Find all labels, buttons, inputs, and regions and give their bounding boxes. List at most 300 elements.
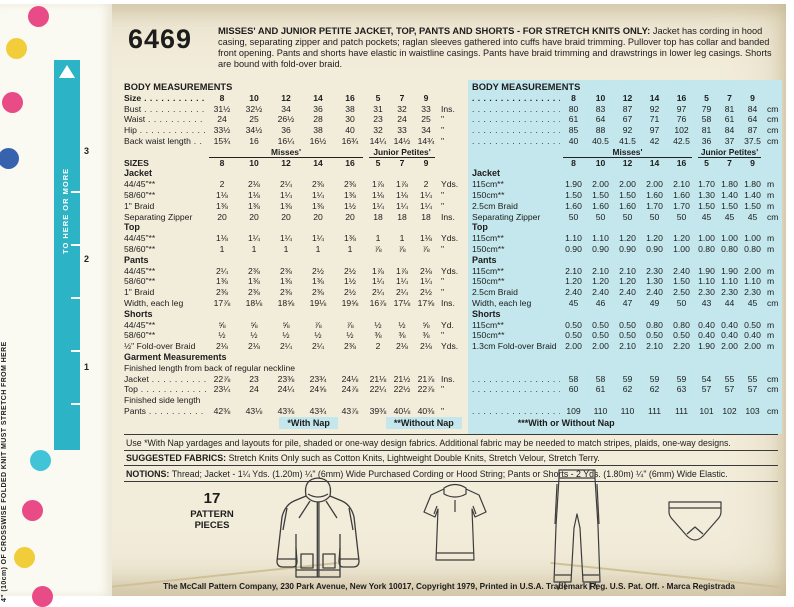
- table-cell: 1.50: [744, 200, 761, 211]
- table-cell: 22⅞: [213, 373, 231, 384]
- table-cell: 1.90: [698, 265, 715, 276]
- table-cell: 30: [345, 114, 355, 125]
- table-row: [124, 82, 468, 93]
- row-label: 1" Braid: [124, 287, 155, 298]
- arrow-up-icon: [59, 65, 75, 78]
- table-cell: 1⅜: [344, 189, 356, 200]
- table-cell: 60: [568, 384, 579, 395]
- pattern-description-text: Jacket has cording in hood casing, separating zipper and patch pockets; raglan sleeves gathered into cuffs have braid trimming. Pullover top has collar and banded front opening. Pants and shorts have elastic in waistline casings. Pants have braid trimming and drawstrings in lower leg casings. Shorts are bound with fold-over braid.: [218, 26, 772, 69]
- top-line-art: [418, 478, 492, 570]
- table-cell: 1.20: [619, 276, 636, 287]
- table-cell: 1.70: [646, 200, 663, 211]
- table-cell: 1: [219, 243, 225, 254]
- table-cell: 1.90: [698, 341, 715, 352]
- table-cell: 24: [217, 114, 227, 125]
- table-cell: 76: [676, 114, 687, 125]
- table-cell: 5: [704, 157, 709, 168]
- table-row: [472, 179, 780, 190]
- table-cell: 22½: [393, 384, 411, 395]
- shorts-line-art: [660, 494, 730, 552]
- table-cell: 59: [622, 373, 633, 384]
- table-cell: 9: [750, 157, 755, 168]
- table-cell: 2⅜: [312, 287, 324, 298]
- table-cell: 1: [375, 233, 381, 244]
- table-cell: 2.00: [744, 341, 761, 352]
- unit-cell: cm: [767, 103, 779, 114]
- row-label: Waist . . .: [124, 114, 206, 125]
- table-cell: 1.30: [646, 276, 663, 287]
- table-cell: 2½: [344, 287, 356, 298]
- table-cell: 1⅛: [420, 233, 432, 244]
- stretch-gauge-bar: [54, 60, 80, 450]
- table-cell: 2⅛: [420, 341, 432, 352]
- table-cell: 24: [397, 114, 407, 125]
- unit-cell: m: [767, 200, 775, 211]
- misses-group-header: Misses': [563, 147, 692, 158]
- unit-cell: cm: [767, 373, 779, 384]
- table-cell: 1⅜: [280, 276, 292, 287]
- row-label: Top: [124, 222, 140, 233]
- row-label: BODY MEASUREMENTS: [124, 82, 233, 92]
- suggested-fabrics-text: Stretch Knits Only such as Cotton Knits, Lightweight Double Knits, Stretch Velour, Stretch Terry.: [228, 453, 600, 463]
- table-cell: 67: [622, 114, 633, 125]
- table-cell: 1⅛: [396, 189, 408, 200]
- table-cell: 45: [747, 211, 758, 222]
- table-cell: 1⅜: [216, 276, 228, 287]
- table-cell: 24¼: [277, 384, 295, 395]
- table-cell: 0.50: [673, 330, 690, 341]
- table-cell: 20: [217, 211, 227, 222]
- row-label: 150cm**: [472, 243, 505, 254]
- row-label: Jacket: [124, 168, 153, 179]
- table-cell: 33: [397, 125, 407, 136]
- table-row: [124, 287, 468, 298]
- row-label: Separating Zipper: [472, 211, 541, 222]
- table-cell: ⅞: [346, 319, 354, 330]
- table-row: [472, 244, 780, 255]
- table-cell: 2.00: [565, 341, 582, 352]
- table-row: [472, 190, 780, 201]
- table-cell: 2.10: [565, 265, 582, 276]
- table-row: [472, 341, 780, 352]
- table-row: [472, 104, 780, 115]
- table-cell: 0.90: [646, 243, 663, 254]
- table-cell: 17⅞: [213, 297, 231, 308]
- unit-cell: ": [441, 125, 445, 136]
- row-label: 115cm**: [472, 319, 504, 330]
- table-cell: 16: [676, 157, 687, 168]
- table-cell: 5: [375, 92, 381, 103]
- table-cell: 36: [313, 103, 323, 114]
- table-cell: 43⅛: [245, 405, 263, 416]
- row-label: [472, 125, 560, 136]
- imperial-measurements-table: [124, 82, 468, 417]
- table-cell: 24⅞: [341, 384, 359, 395]
- unit-cell: ": [441, 243, 445, 254]
- row-label: Width, each leg: [472, 297, 532, 308]
- table-cell: 2⅜: [344, 341, 356, 352]
- row-label: 150cm**: [472, 330, 505, 341]
- table-cell: 31½: [213, 103, 231, 114]
- table-cell: 20: [345, 211, 355, 222]
- color-dot: [30, 450, 51, 471]
- table-cell: 1.90: [721, 265, 738, 276]
- table-row: [472, 384, 780, 395]
- table-cell: 32½: [245, 103, 263, 114]
- table-cell: 1⅜: [312, 200, 324, 211]
- suggested-fabrics-label: SUGGESTED FABRICS:: [126, 453, 227, 463]
- table-cell: 2.00: [721, 341, 738, 352]
- table-cell: 23: [249, 373, 259, 384]
- unit-cell: cm: [767, 405, 779, 416]
- table-cell: 50: [649, 211, 660, 222]
- table-cell: 33½: [213, 125, 231, 136]
- table-cell: 39⅜: [369, 405, 387, 416]
- table-cell: 50: [676, 211, 687, 222]
- table-cell: 1¼: [312, 189, 324, 200]
- row-label: [472, 384, 560, 395]
- row-label: [472, 104, 560, 115]
- table-cell: 58: [701, 114, 712, 125]
- notes-block: [124, 434, 778, 482]
- table-cell: 1.50: [565, 189, 582, 200]
- row-label: 2.5cm Braid: [472, 287, 518, 298]
- table-cell: 9: [750, 92, 755, 103]
- table-cell: 109: [566, 405, 581, 416]
- table-cell: 43: [701, 297, 712, 308]
- pants-line-art: [540, 464, 614, 594]
- table-cell: 9: [423, 92, 429, 103]
- pattern-description: [218, 26, 778, 70]
- table-cell: 23¼: [213, 384, 231, 395]
- table-row: [124, 276, 468, 287]
- table-cell: 59: [676, 373, 687, 384]
- unit-cell: m: [767, 265, 775, 276]
- table-cell: 16: [249, 135, 259, 146]
- table-cell: 2.10: [592, 265, 609, 276]
- table-cell: 26½: [277, 114, 295, 125]
- unit-cell: ": [441, 384, 445, 395]
- table-cell: 40: [568, 135, 579, 146]
- row-label: [472, 93, 560, 104]
- row-label: Garment Measurements: [124, 351, 227, 362]
- table-cell: 44: [724, 297, 735, 308]
- table-cell: 110: [593, 405, 608, 416]
- table-cell: ⅞: [398, 243, 406, 254]
- table-cell: 1.00: [698, 233, 715, 244]
- table-cell: 1.30: [698, 189, 715, 200]
- unit-cell: m: [767, 276, 775, 287]
- table-cell: 16: [345, 157, 355, 168]
- unit-cell: ": [441, 405, 445, 416]
- table-cell: 8: [219, 157, 225, 168]
- unit-cell: Yds.: [441, 341, 459, 352]
- table-cell: 1⅛: [372, 189, 384, 200]
- table-cell: 18⅛: [245, 297, 263, 308]
- table-cell: 1¼: [280, 233, 292, 244]
- junior-petites-group-header: Junior Petites': [369, 147, 435, 158]
- table-cell: 2.00: [646, 179, 663, 190]
- notions-text: Thread; Jacket - 1¼ Yds. (1.20m) ¼" (6mm) Wide Purchased Cording or Hood String; Pants or Shorts - 2 Yds. (1.80m) ¼" (6mm) Wide Elastic.: [171, 468, 728, 479]
- table-cell: 8: [219, 92, 225, 103]
- table-cell: 2.30: [698, 287, 715, 298]
- table-cell: 87: [747, 125, 758, 136]
- table-cell: 79: [701, 103, 712, 114]
- table-cell: 88: [595, 125, 606, 136]
- table-row: [124, 114, 468, 125]
- table-cell: 1.80: [721, 179, 738, 190]
- table-row: [124, 201, 468, 212]
- row-label: Hip . . .: [124, 125, 206, 136]
- junior-petites-group-header: Junior Petites': [698, 147, 761, 158]
- table-row: [472, 136, 780, 147]
- table-row: [472, 114, 780, 125]
- table-cell: 1.40: [721, 189, 738, 200]
- table-cell: 2¼: [280, 179, 292, 190]
- unit-cell: cm: [767, 211, 779, 222]
- table-row: [472, 201, 780, 212]
- table-row: [472, 330, 780, 341]
- table-cell: 2⅛: [248, 179, 260, 190]
- table-row: [124, 212, 468, 223]
- table-cell: 97: [649, 125, 660, 136]
- table-cell: ⅞: [314, 319, 322, 330]
- table-cell: 1⅜: [248, 200, 260, 211]
- without-nap-label: **Without Nap: [386, 417, 462, 429]
- table-cell: 2: [423, 179, 429, 190]
- table-cell: 64: [595, 114, 606, 125]
- row-label: 1" Braid: [124, 200, 155, 211]
- table-cell: 0.50: [592, 330, 609, 341]
- nap-legend: [124, 417, 778, 429]
- row-label: [472, 406, 560, 417]
- table-cell: 1.60: [619, 200, 636, 211]
- table-cell: 25: [421, 114, 431, 125]
- table-cell: 7: [727, 92, 732, 103]
- table-cell: 2¼: [372, 287, 384, 298]
- table-cell: 16⅞: [369, 297, 387, 308]
- table-cell: 2⅜: [280, 287, 292, 298]
- table-cell: 58: [595, 373, 606, 384]
- table-cell: ⅝: [250, 319, 258, 330]
- table-cell: 1¼: [420, 200, 432, 211]
- table-cell: 1: [347, 243, 353, 254]
- table-cell: 1: [315, 243, 321, 254]
- table-cell: 49: [649, 297, 660, 308]
- table-cell: 8: [571, 92, 576, 103]
- table-cell: 10: [249, 92, 259, 103]
- table-cell: 0.40: [721, 330, 738, 341]
- table-cell: ⅞: [422, 243, 430, 254]
- table-cell: 2⅜: [280, 265, 292, 276]
- table-cell: 9: [423, 157, 429, 168]
- table-cell: 1⅜: [248, 276, 260, 287]
- table-row: [124, 341, 468, 352]
- table-row: [472, 406, 780, 417]
- table-cell: 16¼: [277, 135, 295, 146]
- table-cell: 2: [375, 341, 381, 352]
- color-dot: [0, 148, 19, 169]
- color-dot: [6, 38, 27, 59]
- table-row: [124, 255, 468, 266]
- color-dot: [28, 6, 49, 27]
- table-cell: ½: [314, 330, 322, 341]
- printed-panel: [112, 4, 786, 596]
- table-row: [124, 352, 468, 363]
- table-cell: 1¼: [396, 276, 408, 287]
- unit-cell: m: [767, 189, 775, 200]
- table-cell: 0.80: [698, 243, 715, 254]
- table-cell: 19⅛: [309, 297, 327, 308]
- table-cell: 1.50: [698, 200, 715, 211]
- row-label: 58/60"**: [124, 330, 156, 341]
- table-cell: 85: [568, 125, 579, 136]
- table-cell: 0.50: [619, 319, 636, 330]
- table-row: [472, 287, 780, 298]
- table-cell: 0.90: [565, 243, 582, 254]
- table-row: [472, 158, 780, 169]
- publisher-footer: The McCall Pattern Company, 230 Park Avenue, New York 10017, Copyright 1979, Printed in U.S.A. Trademark Reg. U.S. Pat. Off. - Marca Registrada: [163, 582, 735, 591]
- table-cell: 110: [620, 405, 635, 416]
- table-cell: 40.5: [592, 135, 609, 146]
- unit-cell: ": [441, 276, 445, 287]
- table-cell: 46: [595, 297, 606, 308]
- table-cell: 10: [595, 157, 606, 168]
- table-row: [124, 222, 468, 233]
- table-cell: 2.40: [619, 287, 636, 298]
- table-cell: 42: [649, 135, 660, 146]
- row-label: 2.5cm Braid: [472, 200, 518, 211]
- row-label: 115cm**: [472, 179, 504, 190]
- row-label: Back waist length . . .: [124, 136, 206, 147]
- table-cell: 1⅜: [216, 200, 228, 211]
- row-label: Size . . .: [124, 93, 206, 104]
- table-cell: 2½: [344, 265, 356, 276]
- table-row: [472, 212, 780, 223]
- table-cell: 2.30: [721, 287, 738, 298]
- table-cell: 1.60: [565, 200, 582, 211]
- table-cell: 1.70: [673, 200, 690, 211]
- table-cell: 1.10: [698, 276, 715, 287]
- table-row: [472, 222, 780, 233]
- table-row: [124, 384, 468, 395]
- table-cell: 0.50: [646, 330, 663, 341]
- table-cell: 1¼: [396, 200, 408, 211]
- pattern-number: 6469: [128, 24, 193, 54]
- table-cell: 80: [568, 103, 579, 114]
- table-cell: 18⅝: [277, 297, 295, 308]
- table-cell: 1¼: [420, 276, 432, 287]
- table-cell: 5: [375, 157, 381, 168]
- table-cell: 1: [251, 243, 257, 254]
- unit-cell: m: [767, 287, 775, 298]
- table-cell: 1.20: [565, 276, 582, 287]
- table-cell: 23¾: [309, 373, 327, 384]
- table-cell: ⅝: [422, 319, 430, 330]
- table-cell: 47: [622, 297, 633, 308]
- unit-cell: Yds.: [441, 179, 459, 190]
- table-cell: ½: [250, 330, 258, 341]
- table-cell: 1.10: [721, 276, 738, 287]
- table-cell: 1⅛: [216, 233, 228, 244]
- table-cell: 1⅜: [344, 233, 356, 244]
- table-cell: 1¼: [248, 233, 260, 244]
- table-cell: 37: [724, 135, 735, 146]
- table-cell: 45: [747, 297, 758, 308]
- table-cell: 14¾: [417, 135, 435, 146]
- table-cell: 0.40: [698, 319, 715, 330]
- table-row: [124, 147, 468, 158]
- table-cell: 2.00: [592, 179, 609, 190]
- table-row: [472, 363, 780, 374]
- table-cell: 1⅛: [248, 189, 260, 200]
- jacket-line-art: [262, 474, 374, 590]
- table-cell: 111: [674, 405, 689, 416]
- table-cell: 0.80: [673, 319, 690, 330]
- table-row: [472, 93, 780, 104]
- row-label: 115cm**: [472, 233, 504, 244]
- table-row: [124, 320, 468, 331]
- table-cell: ⅝: [282, 319, 290, 330]
- table-cell: 45: [568, 297, 579, 308]
- unit-cell: m: [767, 319, 775, 330]
- row-label: Separating Zipper: [124, 211, 193, 222]
- table-cell: 0.50: [565, 330, 582, 341]
- table-cell: 2.00: [744, 265, 761, 276]
- table-cell: 1⅞: [396, 179, 408, 190]
- table-cell: 2.20: [673, 341, 690, 352]
- table-row: [124, 298, 468, 309]
- table-row: [124, 266, 468, 277]
- table-row: [472, 298, 780, 309]
- table-row: [124, 125, 468, 136]
- table-cell: 2.10: [646, 341, 663, 352]
- table-cell: 1: [283, 243, 289, 254]
- unit-cell: ": [441, 330, 445, 341]
- pieces-count-number: 17: [203, 490, 221, 507]
- table-cell: 84: [724, 125, 735, 136]
- row-label: 44/45"**: [124, 319, 156, 330]
- pattern-title: MISSES' AND JUNIOR PETITE JACKET, TOP, PANTS AND SHORTS - FOR STRETCH KNITS ONLY:: [218, 25, 651, 36]
- table-cell: 84: [747, 103, 758, 114]
- row-label: 58/60"**: [124, 189, 156, 200]
- table-cell: 2.30: [744, 287, 761, 298]
- table-cell: 61: [568, 114, 579, 125]
- table-cell: 1.20: [673, 233, 690, 244]
- metric-measurements-table: [472, 82, 780, 417]
- row-label: [472, 114, 560, 125]
- table-cell: 2½: [312, 265, 324, 276]
- table-cell: 1.40: [744, 189, 761, 200]
- table-cell: 62: [622, 384, 633, 395]
- color-dot: [32, 586, 53, 607]
- row-label: 44/45"**: [124, 265, 156, 276]
- table-row: [124, 374, 468, 385]
- table-cell: 55: [747, 373, 758, 384]
- table-cell: 2: [219, 179, 225, 190]
- table-cell: 40: [345, 125, 355, 136]
- stretch-instruction-text: 4" (10cm) OF CROSSWISE FOLDED KNIT MUST STRETCH FROM HERE: [1, 341, 8, 602]
- table-cell: 17⅝: [417, 297, 435, 308]
- table-cell: 58: [568, 373, 579, 384]
- unit-cell: Ins.: [441, 373, 455, 384]
- table-cell: 1.00: [673, 243, 690, 254]
- table-cell: 14: [649, 92, 660, 103]
- color-dot: [2, 92, 23, 113]
- table-row: [472, 147, 780, 158]
- table-cell: 2.00: [619, 179, 636, 190]
- table-cell: 0.50: [744, 319, 761, 330]
